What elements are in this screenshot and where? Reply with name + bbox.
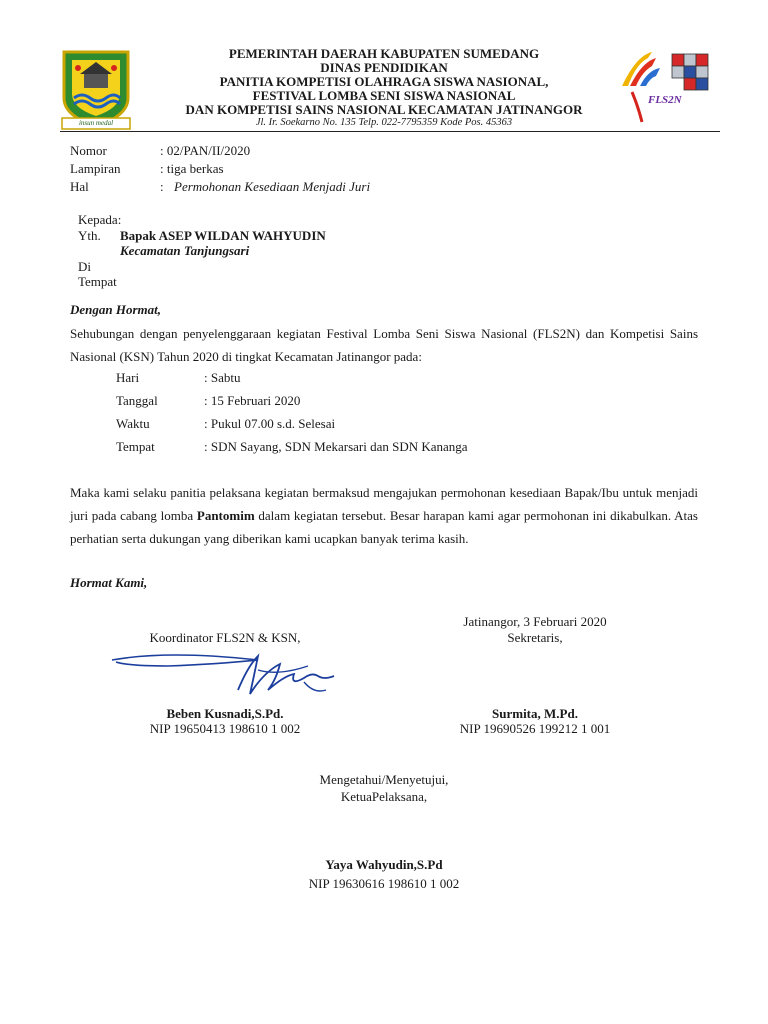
header-committee-1: PANITIA KOMPETISI OLAHRAGA SISWA NASIONAL, (219, 74, 549, 89)
recipient-name: Bapak ASEP WILDAN WAHYUDIN (120, 228, 326, 243)
nomor-value: : 02/PAN/II/2020 (160, 143, 251, 158)
fls2n-caption: FLS2N (648, 94, 682, 106)
hal-label: Hal (70, 179, 89, 194)
tempat-label: Tempat (78, 274, 117, 289)
secretary-nip: NIP 19690526 199212 1 001 (459, 721, 611, 736)
coordinator-title: Koordinator FLS2N & KSN, (149, 630, 301, 645)
letter-date: Jatinangor, 3 Februari 2020 (463, 614, 607, 629)
detail-label: Waktu (116, 416, 150, 431)
paragraph-intro: Sehubungan dengan penyelenggaraan kegiatan Festival Lomba Seni Siswa Nasional (FLS2N) dan Kompetisi Sains Nasional (KSN) Tahun 2020 di tingkat Kecamatan Jatinangor pada: (70, 326, 698, 364)
header-address: Jl. Ir. Soekarno No. 135 Telp. 022-7795359 Kode Pos. 45363 (255, 117, 513, 128)
detail-label: Hari (116, 370, 140, 385)
closing: Hormat Kami, (70, 575, 148, 590)
coordinator-name: Beben Kusnadi,S.Pd. (166, 706, 284, 721)
detail-value: : 15 Februari 2020 (204, 393, 301, 408)
header-committee-2: FESTIVAL LOMBA SENI SISWA NASIONAL (252, 88, 516, 103)
request-text-start: Maka kami selaku panitia pelaksana kegiatan bermaksud mengajukan permohonan kesediaan Bapak/Ibu untuk menjadi juri pada cabang lomba (70, 485, 698, 523)
coordinator-nip: NIP 19650413 198610 1 002 (149, 721, 301, 736)
nomor-label: Nomor (70, 143, 107, 158)
recipient-place: Kecamatan Tanjungsari (120, 243, 250, 258)
competition-branch: Pantomim (196, 508, 255, 523)
paragraph-request (70, 481, 698, 550)
header-committee-3: DAN KOMPETISI SAINS NASIONAL KECAMATAN JATINANGOR (185, 102, 583, 117)
crest-caption: insun medal (78, 119, 114, 127)
hal-value: Permohonan Kesediaan Menjadi Juri (174, 179, 371, 194)
chairman-name: Yaya Wahyudin,S.Pd (325, 857, 443, 872)
yth-label: Yth. (78, 228, 101, 243)
salutation: Dengan Hormat, (70, 302, 162, 317)
detail-label: Tempat (116, 439, 155, 454)
header-department: DINAS PENDIDIKAN (320, 60, 448, 75)
hal-colon: : (160, 179, 164, 194)
detail-label: Tanggal (116, 393, 158, 408)
approval-label: Mengetahui/Menyetujui, (319, 772, 449, 787)
header-divider (60, 131, 720, 132)
lampiran-label: Lampiran (70, 161, 121, 176)
detail-value: : SDN Sayang, SDN Mekarsari dan SDN Kananga (204, 439, 468, 454)
chairman-title: KetuaPelaksana, (340, 789, 428, 804)
chairman-nip: NIP 19630616 198610 1 002 (308, 876, 460, 891)
secretary-name: Surmita, M.Pd. (492, 706, 578, 721)
kepada-label: Kepada: (78, 212, 122, 227)
di-label: Di (78, 259, 91, 274)
coordinator-signature (108, 646, 348, 706)
detail-value: : Pukul 07.00 s.d. Selesai (204, 416, 336, 431)
detail-value: : Sabtu (204, 370, 241, 385)
request-text-end: dalam kegiatan tersebut. Besar harapan kami agar permohonan ini dikabulkan. Atas perhatian serta dukungan yang diberikan kami ucapkan banyak terima kasih. (70, 508, 698, 546)
header-government: PEMERINTAH DAERAH KABUPATEN SUMEDANG (228, 46, 540, 61)
lampiran-value: : tiga berkas (160, 161, 224, 176)
secretary-title: Sekretaris, (507, 630, 563, 645)
